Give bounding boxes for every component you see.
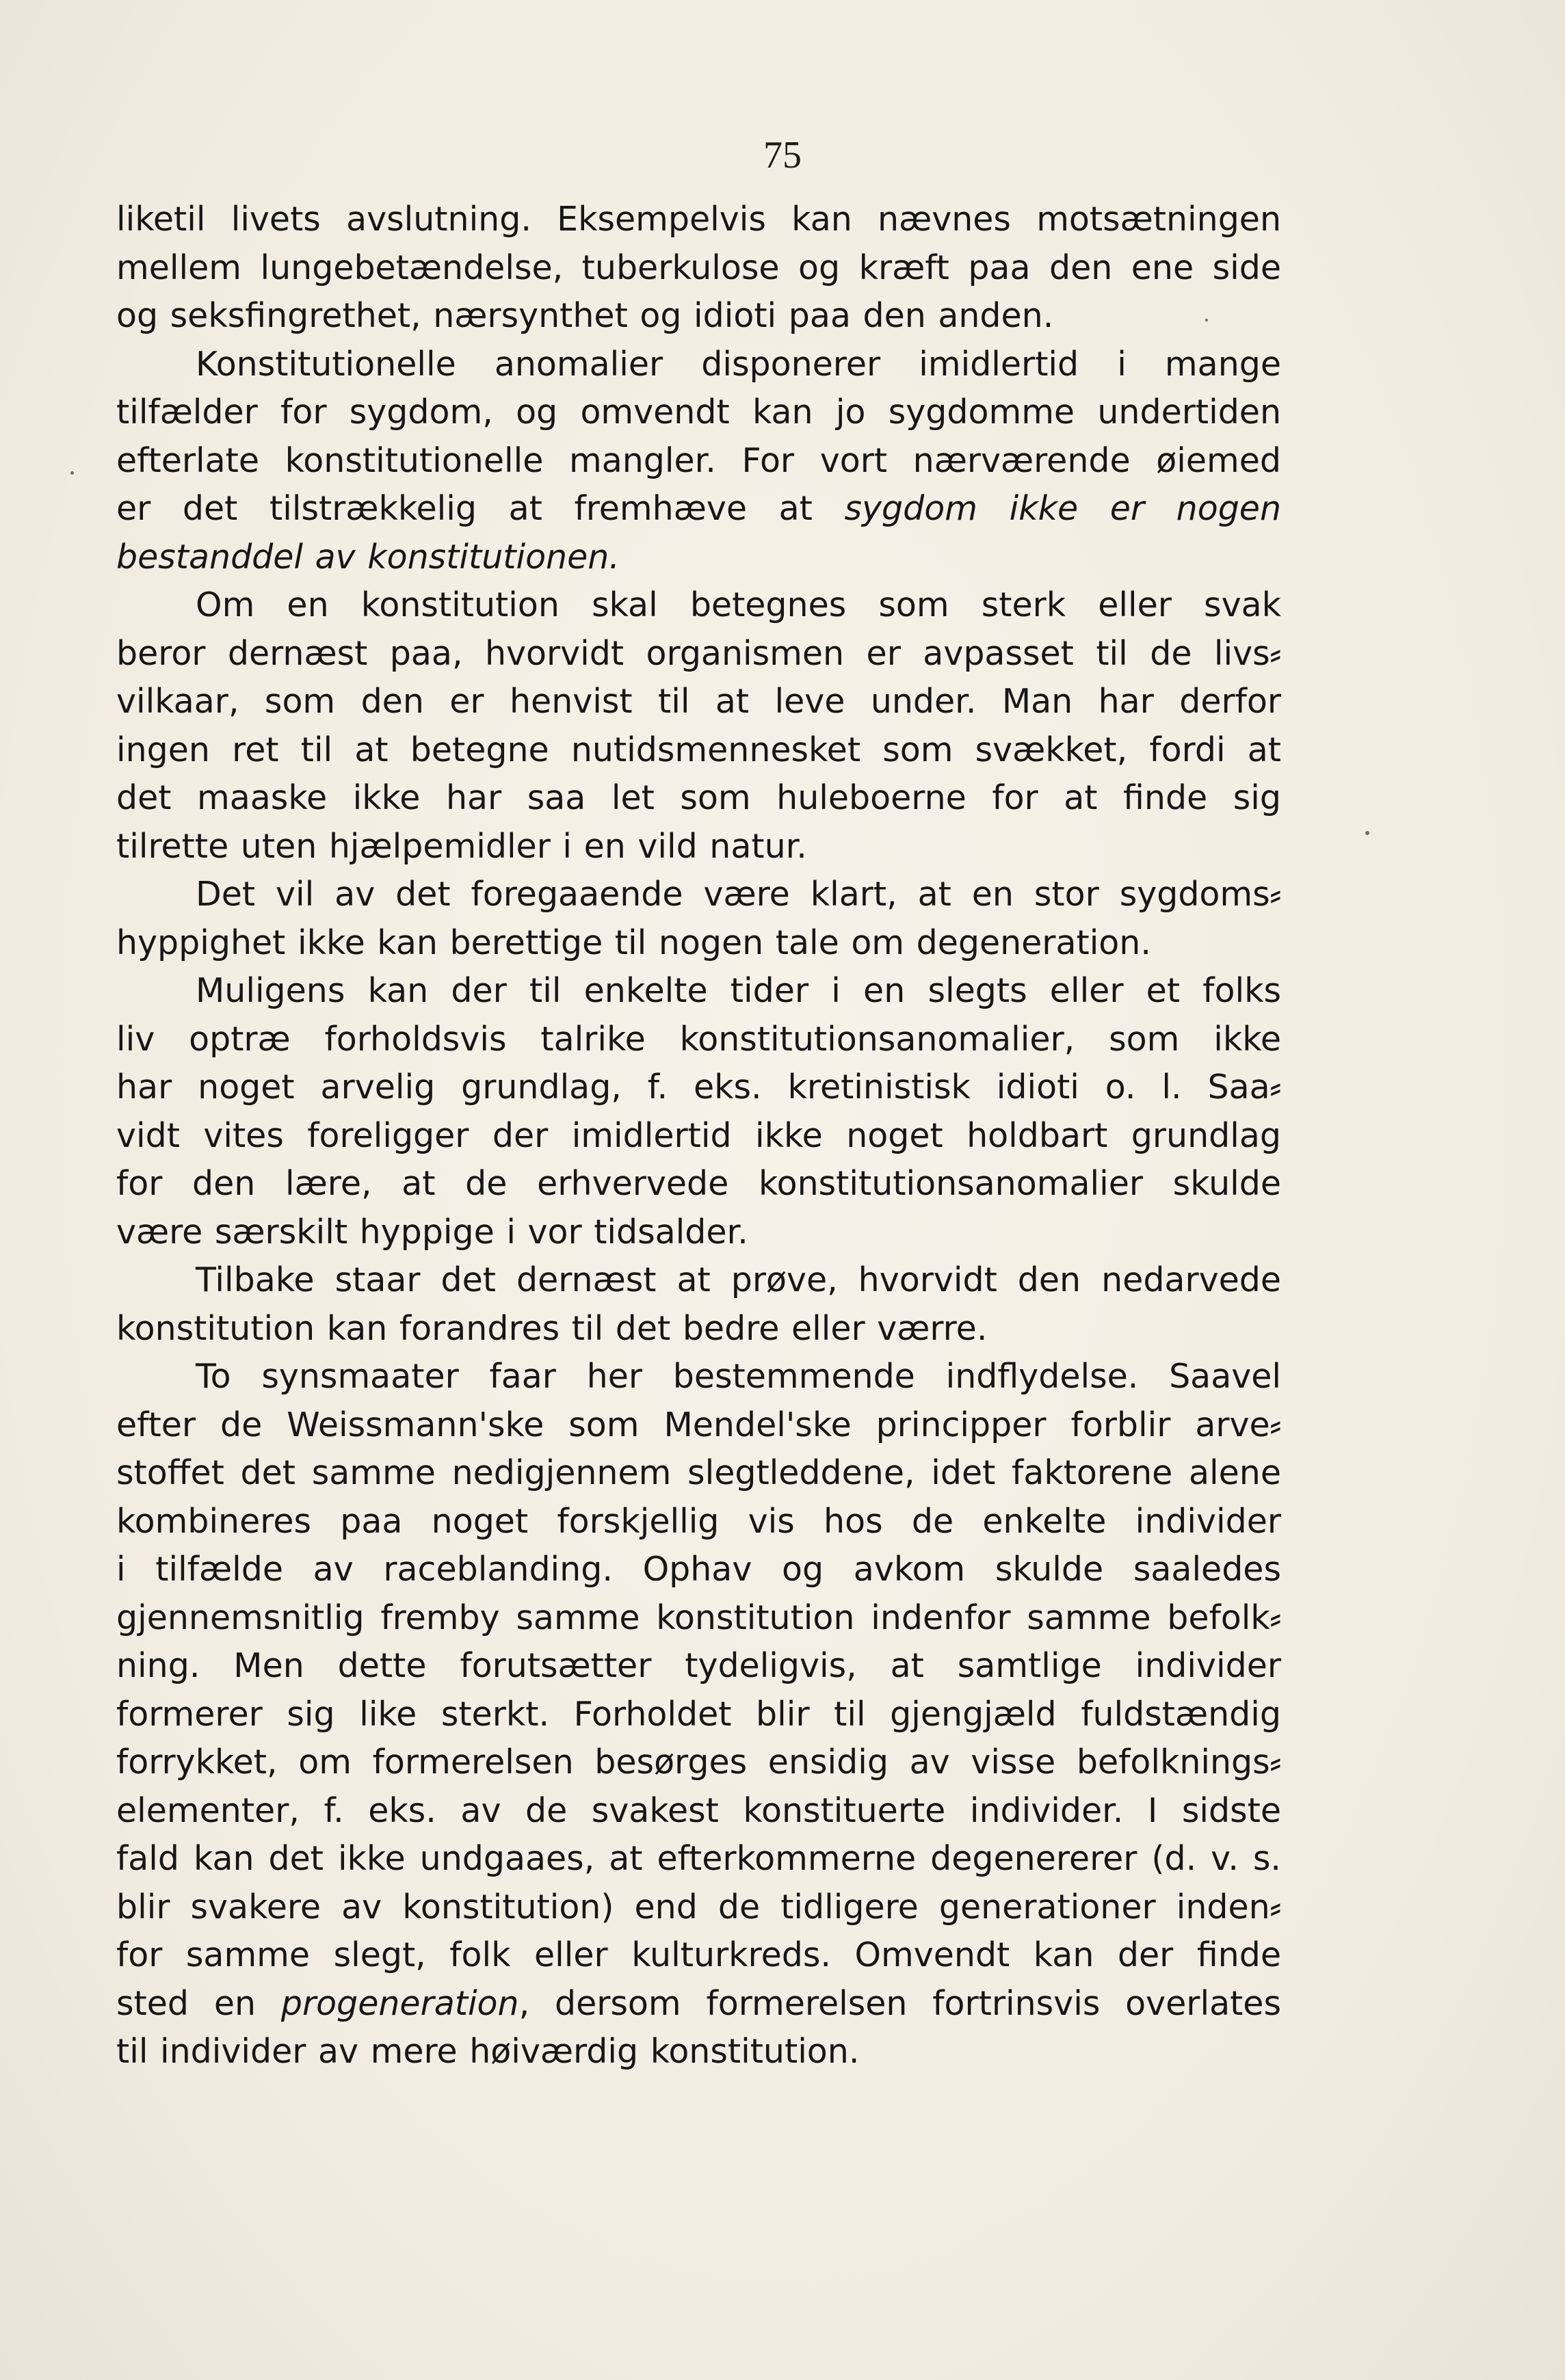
text-line	[116, 1112, 1281, 1161]
text-segment: blir svakere av konstitution) end de tidligere generationer inden⸗	[116, 1887, 1281, 1927]
text-segment: , dersom formerelsen fortrinsvis overlates	[518, 1983, 1281, 2023]
text-segment: liv optræ forholdsvis talrike konstitutionsanomalier, som ikke	[116, 1019, 1281, 1059]
text-segment: Konstitutionelle anomalier disponerer imidlertid i mange	[196, 344, 1281, 384]
text-line	[116, 2028, 1281, 2076]
text-line	[116, 1787, 1281, 1836]
text-line	[116, 1256, 1281, 1305]
text-segment: To synsmaater faar her bestemmende indflydelse. Saavel	[196, 1357, 1281, 1396]
text-segment: Tilbake staar det dernæst at prøve, hvorvidt den nedarvede	[196, 1260, 1281, 1299]
text-segment: liketil livets avslutning. Eksempelvis kan nævnes motsætningen	[116, 200, 1281, 239]
text-segment: for den lære, at de erhvervede konstitutionsanomalier skulde	[116, 1164, 1281, 1203]
text-line	[116, 533, 1281, 582]
text-line	[116, 1160, 1281, 1208]
text-line	[116, 1594, 1281, 1643]
text-segment: tilfælder for sygdom, og omvendt kan jo sygdomme undertiden	[116, 393, 1281, 432]
text-segment: efterlate konstitutionelle mangler. For vort nærværende øiemed	[116, 440, 1281, 480]
text-line	[116, 774, 1281, 823]
text-line	[116, 1305, 1281, 1353]
text-line	[116, 678, 1281, 726]
text-segment: Det vil av det foregaaende være klart, at en stor sygdoms⸗	[196, 875, 1281, 914]
text-line	[116, 196, 1281, 244]
text-segment: i tilfælde av raceblanding. Ophav og avkom skulde saaledes	[116, 1550, 1281, 1589]
text-line	[116, 341, 1281, 389]
text-segment: vilkaar, som den er henvist til at leve under. Man har derfor	[116, 682, 1281, 721]
text-segment: tilrette uten hjælpemidler i en vild natur.	[116, 826, 807, 866]
text-line	[116, 1498, 1281, 1546]
text-line	[116, 437, 1281, 486]
text-line	[116, 1016, 1281, 1064]
text-segment: gjennemsnitlig fremby samme konstitution indenfor samme befolk⸗	[116, 1598, 1281, 1637]
italic-text: bestanddel av konstitutionen.	[116, 537, 620, 577]
text-line	[116, 630, 1281, 678]
text-segment: Muligens kan der til enkelte tider i en slegts eller et folks	[196, 971, 1281, 1010]
text-segment: formerer sig like sterkt. Forholdet blir til gjengjæld fuldstændig	[116, 1694, 1281, 1734]
text-line	[116, 1980, 1281, 2028]
text-line	[116, 726, 1281, 775]
text-segment: fald kan det ikke undgaaes, at efterkommerne degenererer (d. v. s.	[116, 1839, 1281, 1878]
text-segment: til individer av mere høiværdig konstitution.	[116, 2032, 860, 2071]
page-number: 75	[763, 134, 802, 176]
text-segment: være særskilt hyppige i vor tidsalder.	[116, 1212, 748, 1252]
paper-speck	[1205, 319, 1208, 321]
text-line	[116, 244, 1281, 293]
text-segment: er det tilstrækkelig at fremhæve at	[116, 489, 845, 528]
text-segment: efter de Weissmann'ske som Mendel'ske principper forblir arve⸗	[116, 1405, 1281, 1444]
text-segment: og seksfingrethet, nærsynthet og idioti paa den anden.	[116, 296, 1054, 335]
text-line	[116, 871, 1281, 919]
text-segment: sted en	[116, 1983, 281, 2023]
text-line	[116, 1883, 1281, 1932]
paper-speck	[70, 471, 74, 475]
text-line	[116, 1063, 1281, 1112]
text-segment: ingen ret til at betegne nutidsmennesket som svækket, fordi at	[116, 730, 1281, 769]
text-line	[116, 1449, 1281, 1498]
body-text	[116, 196, 1281, 2076]
text-line	[116, 1691, 1281, 1739]
text-segment: har noget arvelig grundlag, f. eks. kretinistisk idioti o. l. Saa⸗	[116, 1068, 1281, 1107]
text-line	[116, 1931, 1281, 1980]
italic-text: sygdom ikke er nogen	[844, 489, 1281, 528]
text-line	[116, 581, 1281, 630]
text-segment: beror dernæst paa, hvorvidt organismen er avpasset til de livs⸗	[116, 633, 1281, 673]
text-line	[116, 1642, 1281, 1691]
text-line	[116, 1738, 1281, 1787]
text-line	[116, 1401, 1281, 1450]
text-segment: elementer, f. eks. av de svakest konstituerte individer. I sidste	[116, 1790, 1281, 1830]
text-segment: hyppighet ikke kan berettige til nogen tale om degeneration.	[116, 923, 1151, 962]
text-line	[116, 1835, 1281, 1883]
text-segment: forrykket, om formerelsen besørges ensidig av visse befolknings⸗	[116, 1743, 1281, 1782]
text-line	[116, 919, 1281, 968]
text-line	[116, 292, 1281, 341]
text-segment: det maaske ikke har saa let som huleboerne for at finde sig	[116, 778, 1281, 817]
paper-speck	[1365, 831, 1369, 835]
text-segment: kombineres paa noget forskjellig vis hos de enkelte individer	[116, 1501, 1281, 1541]
text-segment: konstitution kan forandres til det bedre eller værre.	[116, 1308, 988, 1348]
text-line	[116, 485, 1281, 533]
text-line	[116, 1208, 1281, 1257]
text-line	[116, 823, 1281, 871]
text-line	[116, 1353, 1281, 1401]
text-segment: vidt vites foreligger der imidlertid ikke noget holdbart grundlag	[116, 1115, 1281, 1155]
text-segment: mellem lungebetændelse, tuberkulose og kræft paa den ene side	[116, 248, 1281, 287]
text-segment: for samme slegt, folk eller kulturkreds. Omvendt kan der finde	[116, 1935, 1281, 1974]
text-segment: ning. Men dette forutsætter tydeligvis, at samtlige individer	[116, 1646, 1281, 1685]
text-segment: Om en konstitution skal betegnes som sterk eller svak	[196, 585, 1281, 624]
text-line	[116, 388, 1281, 437]
text-line	[116, 1546, 1281, 1594]
italic-text: progeneration	[280, 1983, 519, 2023]
text-segment: stoffet det samme nedigjennem slegtleddene, idet faktorene alene	[116, 1453, 1281, 1492]
text-line	[116, 967, 1281, 1016]
